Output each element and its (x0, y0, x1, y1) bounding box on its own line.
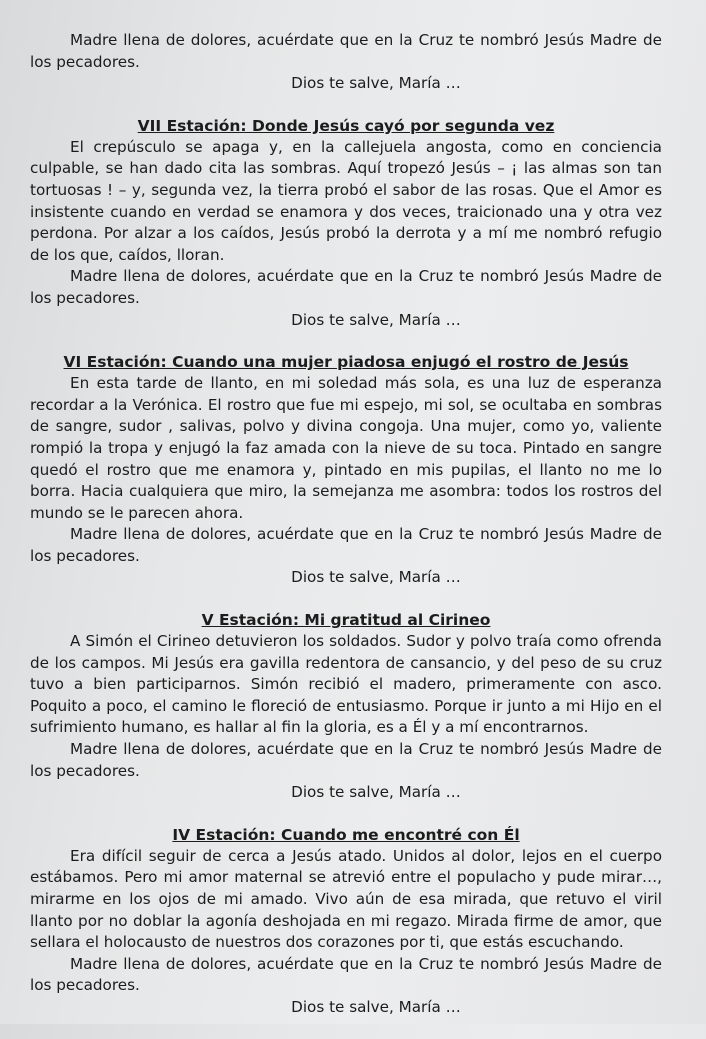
refrain-paragraph: Madre llena de dolores, acuérdate que en la Cruz te nombró Jesús Madre de los pecadores. (30, 740, 662, 780)
section-body-iv: Era difícil seguir de cerca a Jesús atado. Unidos al dolor, lejos en el cuerpo estábamos. Pero mi amor maternal se atrevió entre el populacho y pude mirar…, mirarme en los ojos de mi amado. Vivo aún de esa mirada, que retuvo el viril llanto por no doblar la agonía deshojada en mi regazo. Mirada firme de amor, que sellara el holocausto de nuestros dos corazones por ti, que estás escuchando. (30, 846, 662, 952)
refrain-paragraph: Madre llena de dolores, acuérdate que en la Cruz te nombró Jesús Madre de los pecadores. (30, 954, 662, 995)
closing-prayer: Dios te salve, María … (291, 997, 461, 1016)
refrain-paragraph: Madre llena de dolores, acuérdate que en la Cruz te nombró Jesús Madre de los pecadores. (30, 525, 662, 565)
closing-prayer: Dios te salve, María … (291, 783, 461, 802)
section-body-vii: El crepúsculo se apaga y, en la callejuela angosta, como en conciencia culpable, se han dado cita las sombras. Aquí tropezó Jesús – ¡ las almas son tan tortuosas ! – y, segunda vez, la tierra probó el sabor de las rosas. Que el Amor es insistente cuando en verdad se enamora y dos veces, traicionado una y otra vez perdona. Por alzar a los caídos, Jesús probó la derrota y a mí me nombró refugio de los que, caídos, lloran. (30, 137, 662, 264)
refrain-paragraph: Madre llena de dolores, acuérdate que en la Cruz te nombró Jesús Madre de los pecadores. (30, 31, 662, 71)
section-title-iv: IV Estación: Cuando me encontré con Él (172, 825, 520, 844)
closing-prayer: Dios te salve, María … (291, 568, 461, 587)
document-content (30, 30, 662, 1039)
section-body-v: A Simón el Cirineo detuvieron los soldados. Sudor y polvo traía como ofrenda de los campos. Mi Jesús era gavilla redentora de cansancio, y del peso de su cruz tuvo a bien participarnos. Simón recibió el madero, primeramente con asco. Poquito a poco, el camino le floreció de entusiasmo. Porque ir junto a mi Hijo en el sufrimiento humano, es hallar al fin la gloria, es a Él y a mí encontrarnos. (30, 632, 662, 737)
section-title-vii: VII Estación: Donde Jesús cayó por segunda vez (137, 116, 555, 135)
closing-prayer: Dios te salve, María … (291, 310, 461, 329)
closing-prayer: Dios te salve, María … (291, 74, 461, 93)
refrain-paragraph: Madre llena de dolores, acuérdate que en la Cruz te nombró Jesús Madre de los pecadores. (30, 267, 662, 307)
section-title-v: V Estación: Mi gratitud al Cirineo (201, 611, 491, 630)
section-body-vi: En esta tarde de llanto, en mi soledad más sola, es una luz de esperanza recordar a la Verónica. El rostro que fue mi espejo, mi sol, se ocultaba en sombras de sangre, sudor , salivas, polvo y divina congoja. Una mujer, como yo, valiente rompió la tropa y enjugó la faz amada con la nieve de su toca. Pintado en sangre quedó el rostro que me enamora y, pintado en mis pupilas, el llanto no me lo borra. Hacia cualquiera que miro, la semejanza me asombra: todos los rostros del mundo se le parecen ahora. (30, 374, 662, 522)
section-title-vi: VI Estación: Cuando una mujer piadosa enjugó el rostro de Jesús (63, 353, 629, 372)
